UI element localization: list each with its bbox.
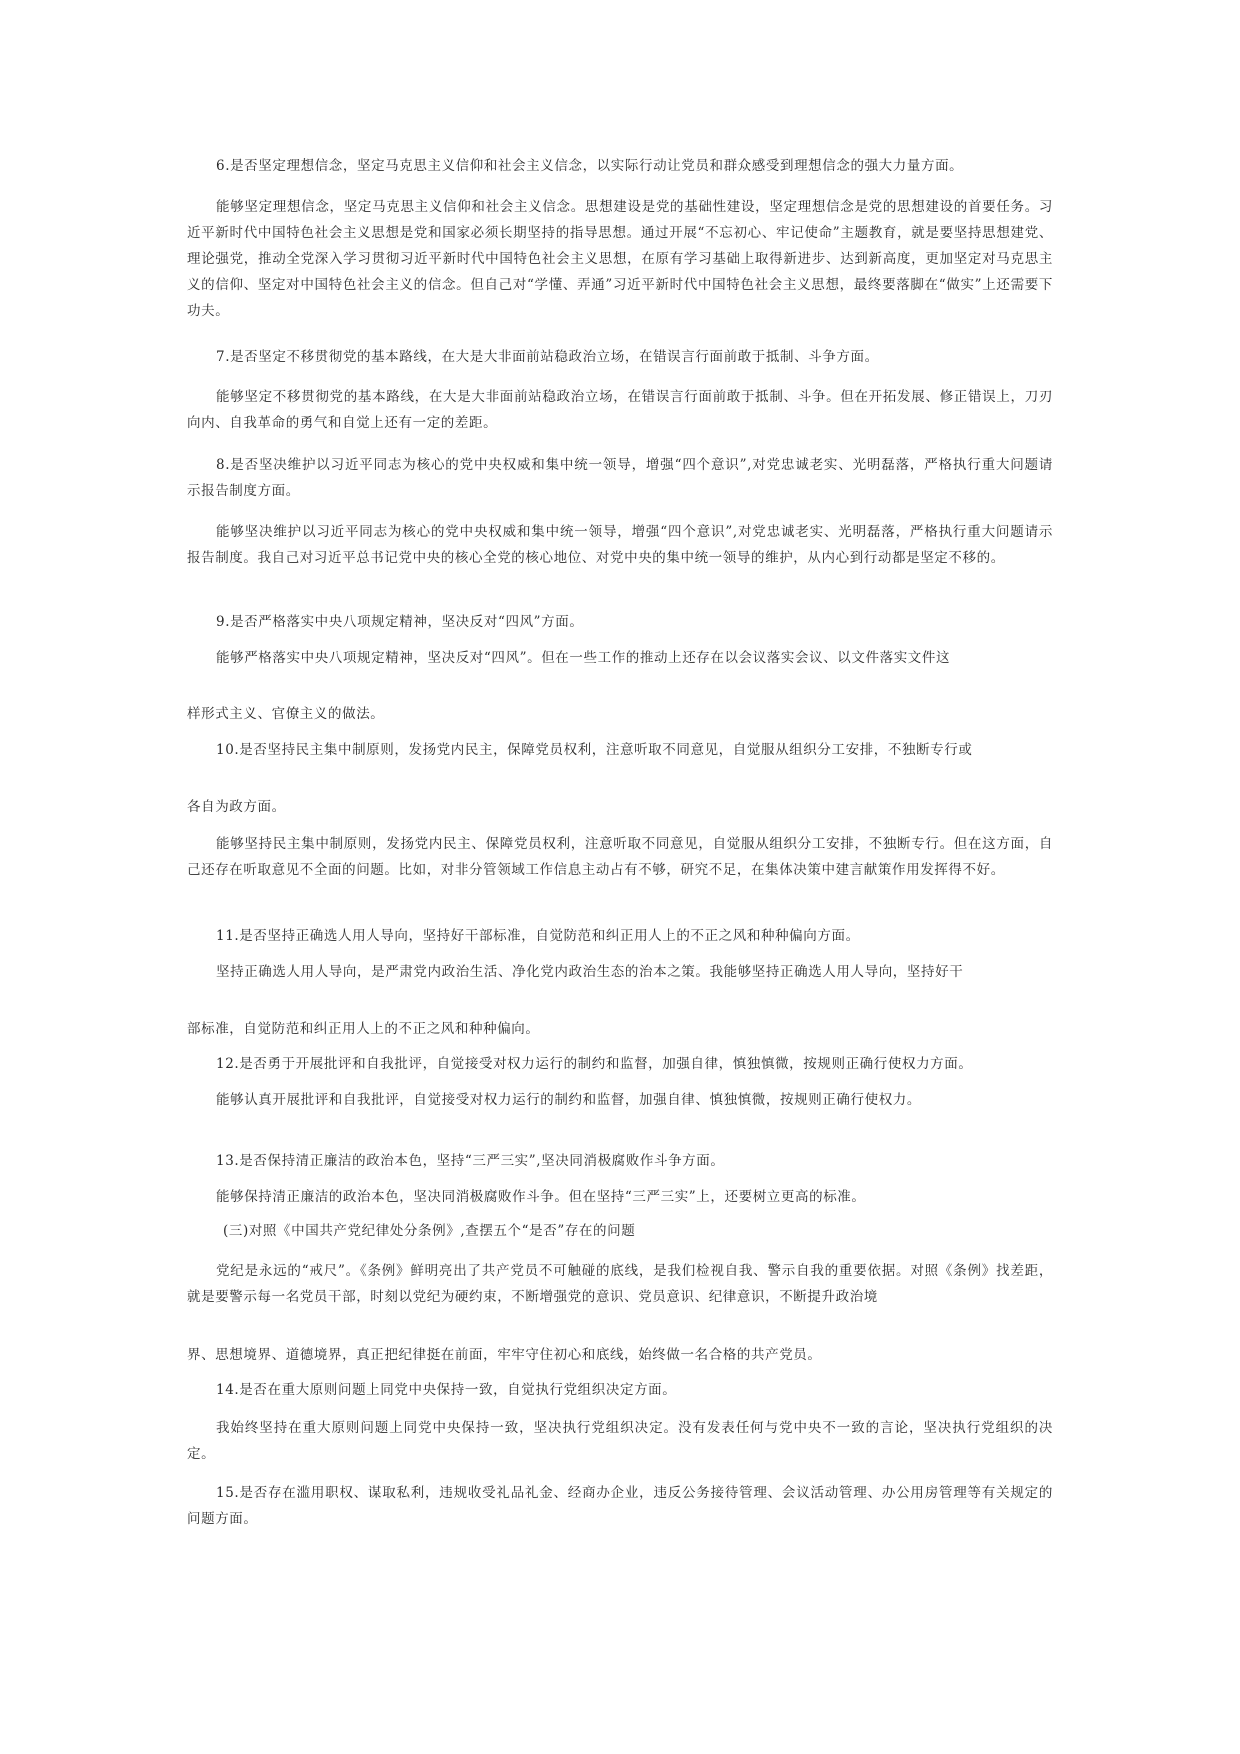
answer-13: 能够保持清正廉洁的政治本色，坚决同消极腐败作斗争。但在坚持“三严三实”上，还要树立更高的标准。 xyxy=(216,1189,866,1205)
answer-10: 能够坚持民主集中制原则，发扬党内民主、保障党员权利，注意听取不同意见，自觉服从组织分工安排，不独断专行。但在这方面，自己还存在听取意见不全面的问题。比如，对非分管领域工作信息主动占有不够，研究不足，在集体决策中建言献策作用发挥得不好。 xyxy=(187,836,1053,878)
answer-14: 我始终坚持在重大原则问题上同党中央保持一致，坚决执行党组织决定。没有发表任何与党中央不一致的言论，坚决执行党组织的决定。 xyxy=(187,1420,1053,1462)
answer-9-line1: 能够严格落实中央八项规定精神，坚决反对“四风”。但在一些工作的推动上还存在以会议落实会议、以文件落实文件这 xyxy=(216,650,951,666)
intro-line1: 党纪是永远的“戒尺”。《条例》鲜明亮出了共产党员不可触碰的底线，是我们检视自我、警示自我的重要依据。对照《条例》找差距，就是要警示每一名党员干部，时刻以党纪为硬约束，不断增强党的意识、党员意识、纪律意识，不断提升政治境 xyxy=(187,1263,1053,1305)
question-14: 14.是否在重大原则问题上同党中央保持一致，自觉执行党组织决定方面。 xyxy=(216,1382,677,1398)
question-13: 13.是否保持清正廉洁的政治本色，坚持“三严三实”,坚决同消极腐败作斗争方面。 xyxy=(216,1153,725,1169)
question-9: 9.是否严格落实中央八项规定精神，坚决反对“四风”方面。 xyxy=(216,614,584,630)
question-6: 6.是否坚定理想信念，坚定马克思主义信仰和社会主义信念，以实际行动让党员和群众感受到理想信念的强大力量方面。 xyxy=(216,158,964,174)
question-10-line1: 10.是否坚持民主集中制原则，发扬党内民主，保障党员权利，注意听取不同意见，自觉服从组织分工安排，不独断专行或 xyxy=(216,742,973,758)
question-7: 7.是否坚定不移贯彻党的基本路线，在大是大非面前站稳政治立场，在错误言行面前敢于抵制、斗争方面。 xyxy=(216,349,879,365)
answer-11-line1: 坚持正确选人用人导向，是严肃党内政治生活、净化党内政治生态的治本之策。我能够坚持正确选人用人导向，坚持好干 xyxy=(216,964,964,980)
question-15: 15.是否存在滥用职权、谋取私利，违规收受礼品礼金、经商办企业，违反公务接待管理、会议活动管理、办公用房管理等有关规定的问题方面。 xyxy=(187,1485,1053,1527)
answer-6: 能够坚定理想信念，坚定马克思主义信仰和社会主义信念。思想建设是党的基础性建设，坚定理想信念是党的思想建设的首要任务。习近平新时代中国特色社会主义思想是党和国家必须长期坚持的指导思想。通过开展“不忘初心、牢记使命”主题教育，就是要坚持思想建党、理论强党，推动全党深入学习贯彻习近平新时代中国特色社会主义思想，在原有学习基础上取得新进步、达到新高度，更加坚定对马克思主义的信仰、坚定对中国特色社会主义的信念。但自己对“学懂、弄通”习近平新时代中国特色社会主义思想，最终要落脚在“做实”上还需要下功夫。 xyxy=(187,199,1053,319)
answer-9-line2: 样形式主义、官僚主义的做法。 xyxy=(187,706,385,722)
answer-11-line2: 部标准，自觉防范和纠正用人上的不正之风和种种偏向。 xyxy=(187,1021,540,1037)
question-11: 11.是否坚持正确选人用人导向，坚持好干部标准，自觉防范和纠正用人上的不正之风和种种偏向方面。 xyxy=(216,928,860,944)
section-heading-3: (三)对照《中国共产党纪律处分条例》,查摆五个“是否”存在的问题 xyxy=(223,1223,636,1239)
question-8: 8.是否坚决维护以习近平同志为核心的党中央权威和集中统一领导，增强“四个意识”,对党忠诚老实、光明磊落，严格执行重大问题请示报告制度方面。 xyxy=(187,457,1053,499)
question-12: 12.是否勇于开展批评和自我批评，自觉接受对权力运行的制约和监督，加强自律，慎独慎微，按规则正确行使权力方面。 xyxy=(216,1056,973,1072)
question-10-line2: 各自为政方面。 xyxy=(187,799,286,815)
answer-12: 能够认真开展批评和自我批评，自觉接受对权力运行的制约和监督，加强自律、慎独慎微，按规则正确行使权力。 xyxy=(216,1092,921,1108)
answer-7: 能够坚定不移贯彻党的基本路线，在大是大非面前站稳政治立场，在错误言行面前敢于抵制、斗争。但在开拓发展、修正错误上，刀刃向内、自我革命的勇气和自觉上还有一定的差距。 xyxy=(187,389,1053,431)
intro-line2: 界、思想境界、道德境界，真正把纪律挺在前面，牢牢守住初心和底线，始终做一名合格的共产党员。 xyxy=(187,1347,822,1363)
answer-8: 能够坚决维护以习近平同志为核心的党中央权威和集中统一领导，增强“四个意识”,对党忠诚老实、光明磊落，严格执行重大问题请示报告制度。我自己对习近平总书记党中央的核心全党的核心地位、对党中央的集中统一领导的维护，从内心到行动都是坚定不移的。 xyxy=(187,524,1053,566)
